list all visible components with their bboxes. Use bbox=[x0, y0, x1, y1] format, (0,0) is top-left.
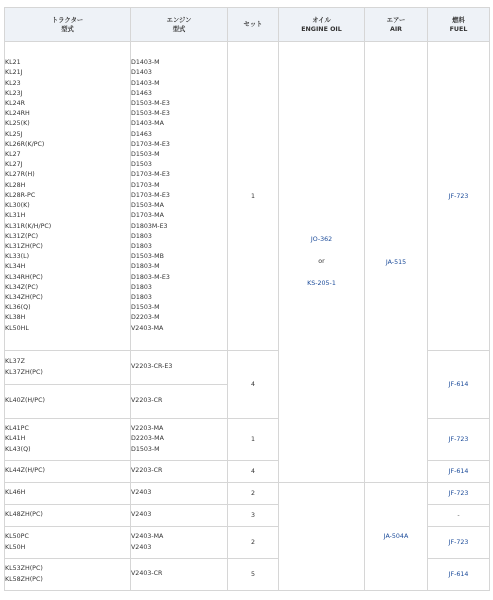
header-fuel bbox=[428, 8, 490, 42]
oil-empty-cell bbox=[279, 483, 365, 591]
header-oil-label: オイル bbox=[312, 16, 331, 24]
engine-cell bbox=[131, 419, 228, 461]
tractor-model: KL38H bbox=[5, 314, 26, 322]
tractor-model: KL41PC bbox=[5, 425, 29, 433]
tractor-cell bbox=[5, 419, 131, 461]
fuel-cell[interactable]: JF-723 bbox=[428, 419, 490, 461]
engine-model: D1503-M bbox=[131, 445, 160, 453]
engine-model: D1463 bbox=[131, 130, 152, 138]
header-air bbox=[365, 8, 428, 42]
engine-model: D1503 bbox=[131, 161, 152, 169]
engine-model: D1503-M bbox=[131, 304, 160, 312]
engine-model: V2203-MA bbox=[131, 425, 164, 433]
engine-model: D1703-M-E3 bbox=[131, 171, 170, 179]
fuel-cell: - bbox=[428, 505, 490, 527]
tractor-model: KL37Z bbox=[5, 358, 25, 366]
tractor-cell bbox=[5, 559, 131, 591]
engine-model: D1503-M-E3 bbox=[131, 100, 170, 108]
header-fuel-sub: FUEL bbox=[449, 25, 468, 33]
engine-model: V2403-CR bbox=[131, 570, 163, 578]
tractor-model: KL31H bbox=[5, 212, 26, 220]
engine-model: D1403-M bbox=[131, 79, 160, 87]
tractor-model: KL34RH(PC) bbox=[5, 273, 43, 281]
engine-model: D1503-M-E3 bbox=[131, 110, 170, 118]
tractor-model: KL31ZH(PC) bbox=[5, 242, 43, 250]
header-air-label: エアー bbox=[386, 16, 406, 24]
tractor-model: KL28H bbox=[5, 181, 26, 189]
engine-model: D1803 bbox=[131, 283, 152, 291]
fuel-cell[interactable]: JF-614 bbox=[428, 559, 490, 591]
oil-filter-b[interactable]: KS-205-1 bbox=[307, 280, 336, 287]
tractor-model: KL25J bbox=[5, 130, 23, 138]
tractor-model: KL46H bbox=[5, 489, 26, 497]
engine-model: D2203-MA bbox=[131, 435, 164, 443]
tractor-model: KL28R-PC bbox=[5, 191, 36, 199]
engine-model: D1503-MA bbox=[131, 202, 164, 210]
engine-model: V2403 bbox=[131, 543, 152, 551]
tractor-model: KL23J bbox=[5, 89, 23, 97]
engine-model: D1803 bbox=[131, 232, 152, 240]
engine-model: V2403-MA bbox=[131, 324, 164, 332]
tractor-model: KL26R(K/PC) bbox=[5, 140, 45, 148]
oil-filter-a[interactable]: JO-362 bbox=[310, 236, 333, 243]
tractor-model: KL24R bbox=[5, 100, 26, 108]
tractor-model: KL33(L) bbox=[5, 253, 30, 261]
header-engine bbox=[131, 8, 228, 42]
parts-table bbox=[4, 7, 490, 591]
oil-or-text: or bbox=[318, 258, 325, 265]
tractor-model: KL25(K) bbox=[5, 120, 30, 128]
air-filter-b[interactable]: JA-504A bbox=[365, 483, 428, 591]
tractor-cell bbox=[5, 351, 131, 385]
tractor-model: KL24RH bbox=[5, 110, 30, 118]
header-set bbox=[228, 8, 279, 42]
tractor-model: KL27 bbox=[5, 151, 21, 159]
tractor-model: KL44Z(H/PC) bbox=[5, 467, 45, 475]
tractor-model: KL48ZH(PC) bbox=[5, 511, 43, 519]
header-engine-label: エンジン bbox=[166, 16, 192, 24]
set-cell: 5 bbox=[228, 559, 279, 591]
engine-model: D1703-M-E3 bbox=[131, 140, 170, 148]
engine-model: D1703-MA bbox=[131, 212, 164, 220]
engine-model: D1703-M bbox=[131, 181, 160, 189]
engine-model: D1803 bbox=[131, 242, 152, 250]
tractor-model: KL31R(K/H/PC) bbox=[5, 222, 52, 230]
tractor-model: KL30(K) bbox=[5, 202, 30, 210]
engine-cell bbox=[131, 461, 228, 483]
tractor-model: KL58ZH(PC) bbox=[5, 575, 43, 583]
engine-model: V2403 bbox=[131, 511, 152, 519]
engine-model: D1503-MB bbox=[131, 253, 164, 261]
engine-cell bbox=[131, 559, 228, 591]
tractor-model: KL36(Q) bbox=[5, 304, 31, 312]
engine-model: V2203-CR bbox=[131, 397, 163, 405]
engine-cell bbox=[131, 42, 228, 351]
engine-model: D1803-M-E3 bbox=[131, 273, 170, 281]
header-tractor-sub: 型式 bbox=[61, 25, 74, 33]
engine-model: D1403-M bbox=[131, 59, 160, 67]
engine-model: D1803-M bbox=[131, 263, 160, 271]
header-air-sub: AIR bbox=[389, 25, 403, 33]
tractor-model: KL53ZH(PC) bbox=[5, 565, 43, 573]
table-row bbox=[5, 483, 490, 505]
fuel-cell[interactable]: JF-723 bbox=[428, 527, 490, 559]
tractor-model: KL21J bbox=[5, 69, 23, 77]
engine-model: V2403 bbox=[131, 489, 152, 497]
tractor-model: KL27R(H) bbox=[5, 171, 35, 179]
tractor-cell bbox=[5, 527, 131, 559]
engine-model: D1803 bbox=[131, 293, 152, 301]
tractor-cell bbox=[5, 42, 131, 351]
engine-model: D1703-M-E3 bbox=[131, 191, 170, 199]
set-cell: 3 bbox=[228, 505, 279, 527]
engine-model: D1463 bbox=[131, 89, 152, 97]
oil-cell bbox=[279, 42, 365, 483]
fuel-cell[interactable]: JF-723 bbox=[428, 483, 490, 505]
tractor-model: KL27J bbox=[5, 161, 23, 169]
air-filter-a[interactable]: JA-515 bbox=[365, 42, 428, 483]
fuel-cell[interactable]: JF-614 bbox=[428, 351, 490, 419]
tractor-model: KL50PC bbox=[5, 533, 29, 541]
set-cell: 4 bbox=[228, 461, 279, 483]
tractor-model: KL43(Q) bbox=[5, 445, 31, 453]
header-oil bbox=[279, 8, 365, 42]
engine-cell bbox=[131, 527, 228, 559]
tractor-cell bbox=[5, 385, 131, 419]
tractor-cell bbox=[5, 461, 131, 483]
tractor-model: KL41H bbox=[5, 435, 26, 443]
header-engine-sub: 型式 bbox=[172, 25, 186, 33]
tractor-model: KL40Z(H/PC) bbox=[5, 397, 45, 405]
tractor-model: KL21 bbox=[5, 59, 21, 67]
set-cell: 4 bbox=[228, 351, 279, 419]
engine-cell bbox=[131, 483, 228, 505]
set-cell: 2 bbox=[228, 483, 279, 505]
fuel-cell[interactable]: JF-614 bbox=[428, 461, 490, 483]
header-row bbox=[5, 8, 490, 42]
tractor-model: KL31Z(PC) bbox=[5, 232, 39, 240]
set-cell: 1 bbox=[228, 419, 279, 461]
tractor-model: KL50H bbox=[5, 543, 26, 551]
tractor-cell bbox=[5, 505, 131, 527]
engine-model: V2203-CR-E3 bbox=[131, 363, 173, 371]
tractor-model: KL34H bbox=[5, 263, 26, 271]
set-cell: 2 bbox=[228, 527, 279, 559]
engine-model: D1503-M bbox=[131, 151, 160, 159]
table-row bbox=[5, 42, 490, 351]
tractor-model: KL23 bbox=[5, 79, 21, 87]
header-oil-sub: ENGINE OIL bbox=[301, 25, 342, 33]
engine-model: D2203-M bbox=[131, 314, 160, 322]
engine-cell bbox=[131, 385, 228, 419]
oil-group bbox=[279, 235, 364, 289]
header-tractor bbox=[5, 8, 131, 42]
header-fuel-label: 燃料 bbox=[452, 16, 465, 24]
engine-cell bbox=[131, 505, 228, 527]
tractor-model: KL34ZH(PC) bbox=[5, 293, 43, 301]
engine-model: D1403-MA bbox=[131, 120, 164, 128]
engine-model: V2403-MA bbox=[131, 533, 164, 541]
tractor-model: KL37ZH(PC) bbox=[5, 368, 43, 376]
fuel-cell[interactable]: JF-723 bbox=[428, 42, 490, 351]
engine-model: D1803M-E3 bbox=[131, 222, 168, 230]
tractor-model: KL34Z(PC) bbox=[5, 283, 39, 291]
header-set-label: セット bbox=[243, 21, 263, 28]
set-cell: 1 bbox=[228, 42, 279, 351]
engine-cell bbox=[131, 351, 228, 385]
header-tractor-label: トラクター bbox=[51, 16, 84, 24]
engine-model: V2203-CR bbox=[131, 467, 163, 475]
tractor-model: KL50HL bbox=[5, 324, 29, 332]
engine-model: D1403 bbox=[131, 69, 152, 77]
tractor-cell bbox=[5, 483, 131, 505]
